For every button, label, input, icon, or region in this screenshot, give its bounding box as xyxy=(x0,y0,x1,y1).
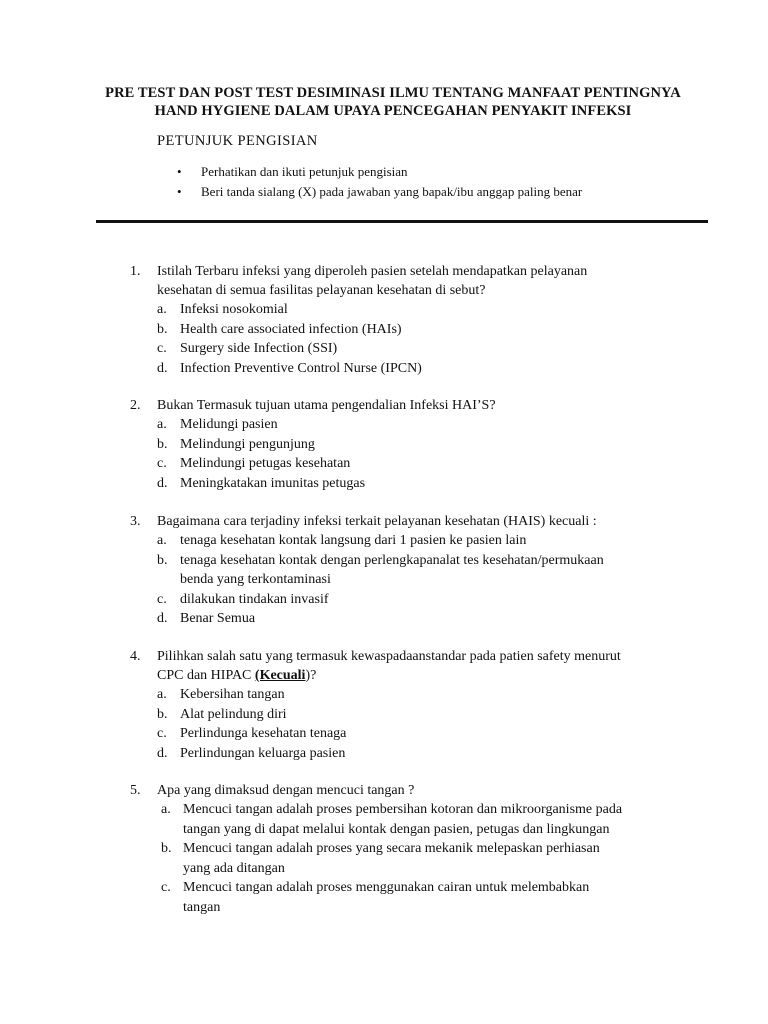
option-text: tenaga kesehatan kontak langsung dari 1 pasien ke pasien lain xyxy=(180,533,527,548)
answer-option[interactable] xyxy=(0,454,768,474)
answer-option[interactable] xyxy=(0,320,768,340)
question-text-suffix: )? xyxy=(305,668,317,683)
question-number: 3. xyxy=(130,514,141,529)
option-text: Melidungi pasien xyxy=(180,417,278,432)
option-letter: a. xyxy=(157,687,167,702)
title-line-2: HAND HYGIENE DALAM UPAYA PENCEGAHAN PENYAKIT INFEKSI xyxy=(154,103,632,119)
answer-option[interactable] xyxy=(0,474,768,494)
option-letter: b. xyxy=(157,706,168,722)
option-text: yang ada ditangan xyxy=(183,860,285,876)
option-letter: d. xyxy=(157,611,168,626)
bullet-icon: • xyxy=(177,184,182,199)
question-line xyxy=(0,262,768,281)
option-text: Perlindunga kesehatan tenaga xyxy=(180,726,347,741)
option-text: Kebersihan tangan xyxy=(180,687,285,702)
option-text: Mencuci tangan adalah proses pembersihan kotoran dan mikroorganisme pada xyxy=(183,802,623,817)
question-line xyxy=(0,666,768,685)
question-text: Pilihkan salah satu yang termasuk kewaspadaanstandar pada patien safety menurut xyxy=(157,649,621,664)
instruction-text: Perhatikan dan ikuti petunjuk pengisian xyxy=(201,164,408,179)
option-text: Benar Semua xyxy=(180,611,256,626)
question-1 xyxy=(0,262,768,378)
option-text: tenaga kesehatan kontak dengan perlengkapanalat tes kesehatan/permukaan xyxy=(180,552,604,568)
answer-option[interactable] xyxy=(0,839,768,859)
question-text-prefix: CPC dan HIPAC xyxy=(157,668,255,683)
option-letter: c. xyxy=(157,456,167,471)
option-letter: d. xyxy=(157,475,168,491)
option-letter: d. xyxy=(157,745,168,761)
question-number: 1. xyxy=(130,264,141,279)
answer-option[interactable] xyxy=(0,359,768,379)
option-letter: c. xyxy=(157,591,167,607)
answer-option[interactable] xyxy=(0,339,768,359)
answer-option-continuation xyxy=(0,898,768,918)
instruction-item xyxy=(177,163,582,183)
option-letter: a. xyxy=(157,533,167,548)
option-text: Mencuci tangan adalah proses yang secara mekanik melepaskan perhiasan xyxy=(183,841,600,856)
option-text: tangan yang di dapat melalui kontak dengan pasien, petugas dan lingkungan xyxy=(183,821,610,837)
title-line-1: PRE TEST DAN POST TEST DESIMINASI ILMU TENTANG MANFAAT PENTINGNYA xyxy=(105,85,681,101)
option-text: Infection Preventive Control Nurse (IPCN) xyxy=(180,360,422,376)
question-text: Apa yang dimaksud dengan mencuci tangan ? xyxy=(157,783,415,798)
question-line xyxy=(0,647,768,666)
answer-option[interactable] xyxy=(0,724,768,744)
question-number: 2. xyxy=(130,398,141,413)
option-text: tangan xyxy=(183,899,221,915)
option-letter: c. xyxy=(161,880,171,895)
option-text: Perlindungan keluarga pasien xyxy=(180,745,346,761)
instructions-list xyxy=(177,163,582,203)
option-letter: c. xyxy=(157,726,167,741)
answer-option[interactable] xyxy=(0,705,768,725)
option-text: Alat pelindung diri xyxy=(180,706,287,722)
option-text: Mencuci tangan adalah proses menggunakan cairan untuk melembabkan xyxy=(183,880,590,895)
option-text: Health care associated infection (HAIs) xyxy=(180,321,402,337)
option-letter: b. xyxy=(157,552,168,568)
answer-option-continuation xyxy=(0,859,768,879)
option-letter: b. xyxy=(161,841,172,856)
option-text: benda yang terkontaminasi xyxy=(180,572,331,587)
bullet-icon: • xyxy=(177,164,182,179)
question-text: Istilah Terbaru infeksi yang diperoleh pasien setelah mendapatkan pelayanan xyxy=(157,264,588,279)
answer-option[interactable] xyxy=(0,300,768,320)
answer-option[interactable] xyxy=(0,415,768,435)
answer-option[interactable] xyxy=(0,800,768,820)
answer-option[interactable] xyxy=(0,551,768,571)
exception-emphasis: (Kecuali xyxy=(254,668,306,683)
option-letter: a. xyxy=(157,417,167,432)
answer-option[interactable] xyxy=(0,590,768,610)
option-letter: c. xyxy=(157,341,167,356)
answer-option[interactable] xyxy=(0,878,768,898)
answer-option[interactable] xyxy=(0,609,768,629)
question-line xyxy=(0,281,768,300)
option-letter: b. xyxy=(157,321,168,337)
question-text xyxy=(157,666,316,685)
option-text: Surgery side Infection (SSI) xyxy=(180,341,338,356)
question-text: Bukan Termasuk tujuan utama pengendalian Infeksi HAI’S? xyxy=(157,398,496,413)
question-4 xyxy=(0,647,768,763)
option-letter: d. xyxy=(157,360,168,376)
answer-option[interactable] xyxy=(0,531,768,551)
document-title xyxy=(0,84,768,120)
answer-option-continuation xyxy=(0,570,768,590)
option-text: Meningkatakan imunitas petugas xyxy=(180,475,366,491)
question-5 xyxy=(0,781,768,917)
question-number: 5. xyxy=(130,783,141,798)
option-letter: a. xyxy=(157,302,167,317)
question-line xyxy=(0,781,768,800)
option-text: Melindungi petugas kesehatan xyxy=(180,456,351,471)
question-number: 4. xyxy=(130,649,141,664)
answer-option[interactable] xyxy=(0,685,768,705)
instructions-heading: PETUNJUK PENGISIAN xyxy=(157,133,318,149)
option-text: Melindungi pengunjung xyxy=(180,436,315,452)
question-line xyxy=(0,396,768,415)
question-text: kesehatan di semua fasilitas pelayanan kesehatan di sebut? xyxy=(157,283,486,298)
instruction-item xyxy=(177,183,582,203)
horizontal-divider xyxy=(96,220,708,223)
option-text: dilakukan tindakan invasif xyxy=(180,591,329,607)
answer-option[interactable] xyxy=(0,435,768,455)
option-letter: a. xyxy=(161,802,171,817)
question-3 xyxy=(0,512,768,629)
question-line xyxy=(0,512,768,531)
answer-option-continuation xyxy=(0,820,768,840)
option-letter: b. xyxy=(157,436,168,452)
option-text: Infeksi nosokomial xyxy=(180,302,288,317)
question-text: Bagaimana cara terjadiny infeksi terkait pelayanan kesehatan (HAIS) kecuali : xyxy=(157,514,597,529)
instruction-text: Beri tanda sialang (X) pada jawaban yang bapak/ibu anggap paling benar xyxy=(201,184,583,199)
answer-option[interactable] xyxy=(0,744,768,764)
question-2 xyxy=(0,396,768,493)
